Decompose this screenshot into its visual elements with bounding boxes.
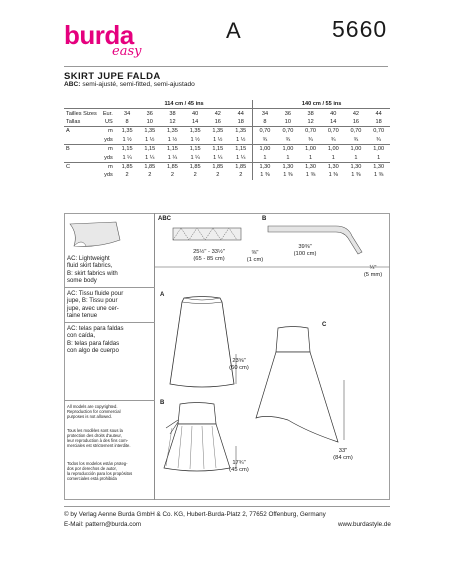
yardage-cell: 1,30 <box>299 162 322 171</box>
skirt-c-drawing <box>248 322 348 447</box>
yardage-cell: 1,85 <box>138 162 161 171</box>
header-divider <box>64 66 388 67</box>
yardage-cell: 1 ⅜ <box>283 172 293 179</box>
fabric-swatch-icon <box>68 218 122 252</box>
yardage-cell: ¾ <box>285 136 291 143</box>
yardage-cell: 0,70 <box>253 127 277 136</box>
fabric-en <box>67 255 153 285</box>
a-measure-in: 23⅝" <box>232 358 246 364</box>
yardage-cell: 2 <box>239 172 243 179</box>
pattern-letter: A <box>226 18 241 43</box>
b-measure <box>288 244 322 257</box>
yardage-cell: 1,35 <box>116 127 139 136</box>
yardage-cell: 1 ¼ <box>213 154 223 161</box>
unit-m: m <box>97 127 116 136</box>
us-size: 18 <box>237 118 244 125</box>
yardage-cell: 1,00 <box>322 144 345 153</box>
yardage-cell: 1 ½ <box>122 136 132 143</box>
yardage-cell: 1 <box>309 154 313 161</box>
copyright-line: protection des droits d'auteur, <box>67 433 122 438</box>
us-size: 10 <box>284 118 292 125</box>
eur-size: 44 <box>375 110 382 117</box>
copyright-line: Reproduction for commercial <box>67 409 121 414</box>
fabric-es-line: B: telas para faldas <box>67 339 120 347</box>
yardage-cell: ¾ <box>353 136 359 143</box>
copyright-es <box>67 461 153 481</box>
fabric-es-line: AC: telas para faldas <box>67 325 124 332</box>
yardage-cell: 2 <box>170 172 175 179</box>
view-c-tag: C <box>322 322 327 328</box>
yardage-cell: 1,15 <box>206 144 229 153</box>
yardage-cell: 1 ⅜ <box>328 172 338 179</box>
yardage-cell: 1,15 <box>116 144 139 153</box>
us-size: 10 <box>146 118 153 125</box>
yardage-table <box>64 100 390 180</box>
footer-copyright: © by Verlag Aenne Burda GmbH & Co. KG, Hubert-Burda-Platz 2, 77652 Offenburg, Germany <box>64 511 326 518</box>
c-measure-in: 33" <box>338 448 348 454</box>
copyright-line: comerciales está prohibida <box>67 476 117 481</box>
unit-yds: yds <box>104 136 113 143</box>
divider <box>64 287 155 288</box>
yardage-cell: 1 <box>354 154 358 161</box>
yardage-cell: 1 ¼ <box>167 154 178 161</box>
yardage-cell: 1,00 <box>277 144 300 153</box>
divider <box>64 322 155 323</box>
fabric-width-1: 114 cm / 45 ins <box>116 100 253 109</box>
c-measure-cm: (84 cm) <box>333 454 353 461</box>
us-size: 14 <box>330 118 337 125</box>
yardage-cell: 0,70 <box>367 127 390 136</box>
yardage-cell: 1,35 <box>138 127 161 136</box>
us-size: 16 <box>352 118 360 125</box>
copyright-line: merciales est strictement interdite. <box>67 443 131 448</box>
sizes-label: Tailles Sizes <box>66 110 97 117</box>
b-small-cm: (5 mm) <box>363 271 383 278</box>
eur-size: 42 <box>352 110 360 117</box>
footer-divider <box>64 506 390 507</box>
yardage-cell: 1 ¼ <box>190 154 200 161</box>
fit-description <box>64 81 195 88</box>
b-small-measure <box>360 265 386 278</box>
yardage-cell: 1,85 <box>116 162 139 171</box>
yardage-cell: 1 ¼ <box>122 154 132 161</box>
eur-size: 38 <box>169 110 176 117</box>
abc-small-measure <box>242 250 268 263</box>
yardage-cell: 1,00 <box>299 144 322 153</box>
brand-sub-logo: easy <box>112 44 142 59</box>
skirt-a-drawing <box>162 292 242 392</box>
copyright-line: leur reproduction à des fins com- <box>67 438 128 443</box>
abc-measure-in: 25½" - 33½" <box>193 249 225 255</box>
yardage-cell: 1,35 <box>206 127 229 136</box>
yardage-cell: 1,15 <box>138 144 161 153</box>
fabric-width-2: 140 cm / 55 ins <box>253 100 390 109</box>
brand-logo: burda <box>64 20 134 50</box>
footer-email: E-Mail: pattern@burda.com <box>64 521 142 528</box>
yardage-cell: 1 ½ <box>236 136 246 143</box>
yardage-cell: ¾ <box>330 136 336 143</box>
b-view-measure-in: 17¾" <box>232 460 246 466</box>
yardage-cell: 1 ¼ <box>236 154 246 161</box>
fabric-es-line: con caída, <box>67 332 96 340</box>
fabric-es <box>67 325 153 355</box>
yardage-cell: 1,85 <box>184 162 207 171</box>
abc-small-cm: (1 cm) <box>246 256 264 263</box>
us-size: 14 <box>192 118 199 125</box>
view-b-tag: B <box>160 400 165 406</box>
yardage-cell: 2 <box>125 172 129 179</box>
yardage-cell: 1,00 <box>345 144 368 153</box>
yardage-cell: 1 <box>286 154 290 161</box>
fabric-fr <box>67 290 153 320</box>
copyright-line: purposes is not allowed. <box>67 414 112 419</box>
yardage-cell: 1,00 <box>253 144 277 153</box>
yardage-cell: 1,30 <box>367 162 390 171</box>
yardage-cell: 1,15 <box>184 144 207 153</box>
yardage-cell: 1,15 <box>161 144 184 153</box>
yardage-cell: 2 <box>193 172 197 179</box>
b-view-measure-cm: (45 cm) <box>229 466 249 473</box>
divider <box>64 400 155 401</box>
view-a-tag: A <box>160 292 165 298</box>
yardage-cell: 1,15 <box>229 144 253 153</box>
yardage-cell: 1 <box>377 154 381 161</box>
b-small-in: ¼" <box>369 265 377 271</box>
copyright-line: Tous les modèles sont sous la <box>67 428 123 433</box>
yardage-cell: 1 ⅜ <box>305 172 316 179</box>
us-size: 12 <box>307 118 314 125</box>
yardage-cell: 1 <box>331 154 335 161</box>
yardage-cell: 0,70 <box>322 127 345 136</box>
elastic-band-icon <box>172 226 242 244</box>
yardage-cell: 1 ½ <box>167 136 178 143</box>
abc-small-in: ⅜" <box>251 250 259 256</box>
yardage-cell: 1,35 <box>184 127 207 136</box>
yardage-cell: 1 ½ <box>190 136 200 143</box>
yardage-cell: 0,70 <box>277 127 300 136</box>
yardage-cell: 1,30 <box>345 162 368 171</box>
copyright-line: dos por derechos de autor, <box>67 466 117 471</box>
notion-b-label: B <box>262 216 267 222</box>
c-measure <box>328 448 358 461</box>
yardage-cell: 1,85 <box>206 162 229 171</box>
yardage-cell: ¾ <box>308 136 313 143</box>
yardage-cell: 2 <box>148 172 152 179</box>
yardage-cell: 1,85 <box>229 162 253 171</box>
eur-size: 40 <box>330 110 337 117</box>
fit-prefix: ABC: <box>64 81 81 88</box>
b-measure-in: 39⅜" <box>298 244 312 250</box>
fabric-fr-line: jupe, B: Tissu pour <box>67 297 118 305</box>
eur-size: 38 <box>307 110 314 117</box>
eur-size: 34 <box>124 110 131 117</box>
fabric-fr-line: jupe, avec une cer- <box>67 304 119 312</box>
yardage-cell: 1,35 <box>161 127 184 136</box>
eur-size: 40 <box>192 110 199 117</box>
yardage-cell: 1,35 <box>229 127 253 136</box>
yardage-cell: 0,70 <box>299 127 322 136</box>
yardage-cell: 1 ⅜ <box>253 171 277 179</box>
yardage-cell: 1,85 <box>161 162 184 171</box>
yardage-cell: 0,70 <box>345 127 368 136</box>
us-label: US <box>105 118 113 125</box>
b-measure-cm: (100 cm) <box>293 250 317 257</box>
abc-measure-cm: (65 - 85 cm) <box>193 255 225 262</box>
us-size: 12 <box>169 118 176 125</box>
unit-m: m <box>97 144 116 153</box>
fabric-en-line: some body <box>67 277 97 285</box>
yardage-cell: 1,00 <box>367 144 390 153</box>
b-view-measure <box>224 460 254 473</box>
fabric-fr-line: AC: Tissu fluide pour <box>67 290 124 297</box>
yardage-cell: 1 ⅜ <box>373 172 384 179</box>
eur-size: 44 <box>237 110 244 117</box>
a-measure-cm: (60 cm) <box>229 364 249 371</box>
eur-size: 42 <box>214 110 221 117</box>
eur-size: 36 <box>146 110 153 117</box>
yardage-cell: ¾ <box>376 136 381 143</box>
view-c-label: C <box>64 162 97 171</box>
page-title: SKIRT JUPE FALDA <box>64 71 161 82</box>
eur-size: 34 <box>253 109 277 118</box>
footer-website: www.burdastyle.de <box>338 521 391 528</box>
yardage-cell: ¾ <box>253 136 277 145</box>
unit-yds: yds <box>104 172 113 179</box>
yardage-cell: 1 ½ <box>145 136 155 143</box>
yardage-cell: 1 ½ <box>213 136 223 143</box>
pattern-number: 5660 <box>332 16 388 42</box>
abc-measure <box>184 249 234 262</box>
copyright-line: Todos los modelos están proteg- <box>67 461 128 466</box>
unit-m: m <box>97 162 116 171</box>
copyright-en <box>67 404 153 419</box>
fabric-en-line: AC: Lightweight <box>67 255 110 262</box>
view-a-label: A <box>64 127 97 136</box>
fabric-en-line: B: skirt fabrics with <box>67 269 118 277</box>
yardage-cell: 1,30 <box>277 162 300 171</box>
eur-size: 36 <box>284 110 292 117</box>
notion-abc-label: ABC <box>158 216 171 222</box>
yardage-cell: 1,30 <box>253 162 277 171</box>
yardage-cell: 2 <box>216 172 220 179</box>
us-size: 16 <box>214 118 221 125</box>
fabric-fr-line: taine tenue <box>67 312 98 320</box>
unit-yds: yds <box>104 154 113 161</box>
copyright-fr <box>67 428 153 448</box>
us-size: 8 <box>253 118 277 127</box>
copyright-line: All models are copyrighted. <box>67 404 118 409</box>
sizes-label-es: Tallas <box>66 118 81 125</box>
yardage-cell: 1 <box>253 153 277 162</box>
eur-label: Eur. <box>102 110 113 117</box>
fit-text: semi-ajusté, semi-fitted, semi-ajustado <box>80 81 195 88</box>
yardage-cell: 1 ¼ <box>145 154 155 161</box>
view-b-label: B <box>64 144 97 153</box>
fabric-en-line: fluid skirt fabrics, <box>67 262 113 270</box>
us-size: 18 <box>375 118 382 125</box>
copyright-line: la reproducción para los propósitos <box>67 471 133 476</box>
fabric-es-line: con algo de cuerpo <box>67 347 119 355</box>
yardage-cell: 1,30 <box>322 162 345 171</box>
us-size: 8 <box>125 118 129 125</box>
yardage-cell: 1 ⅜ <box>351 172 361 179</box>
